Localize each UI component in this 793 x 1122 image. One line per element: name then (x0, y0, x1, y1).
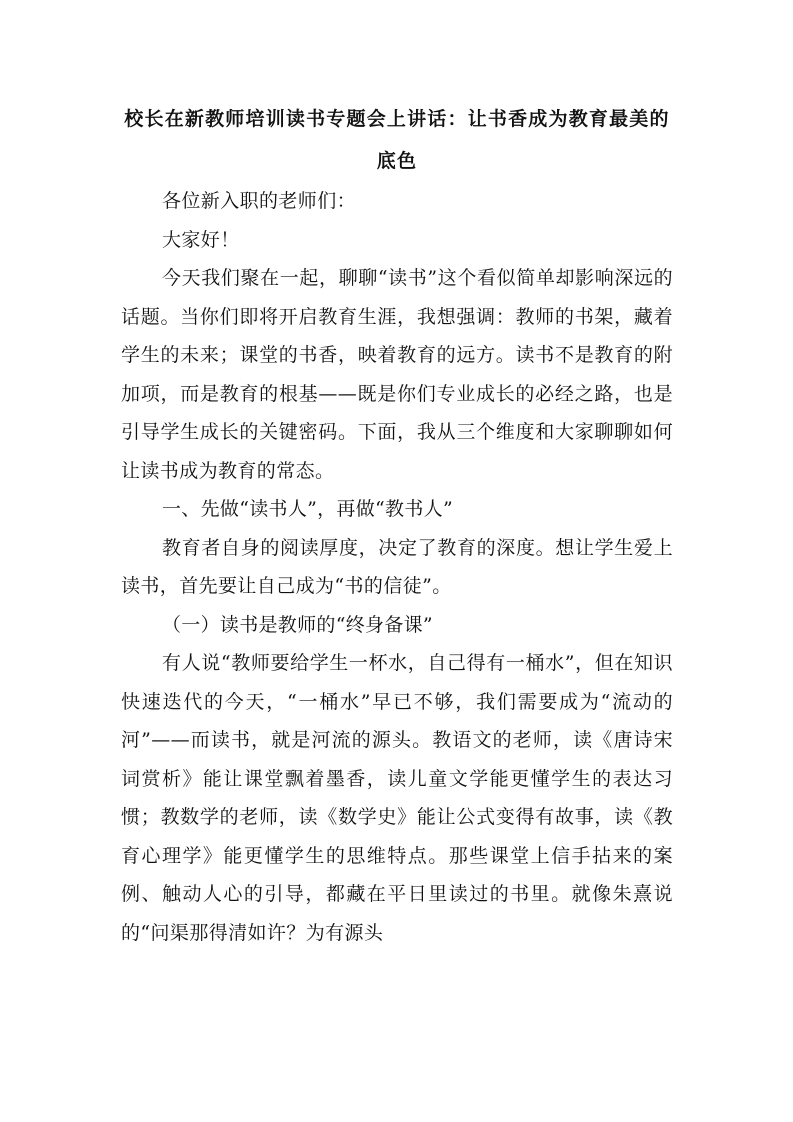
salutation: 各位新入职的老师们： (162, 190, 357, 212)
subsection-heading-1: （一）读书是教师的“终身备课” (162, 613, 433, 636)
greeting: 大家好！ (162, 228, 240, 251)
section-heading-1: 一、先做“读书人”，再做“教书人” (162, 498, 453, 520)
section-1-intro-paragraph: 教育者自身的阅读厚度，决定了教育的深度。想让学生爱上读书，首先要让自己成为“书的信徒”。 (121, 536, 673, 597)
intro-paragraph: 今天我们聚在一起，聊聊“读书”这个看似简单却影响深远的话题。当你们即将开启教育生涯，我想强调：教师的书架，藏着学生的未来；课堂的书香，映着教育的远方。读书不是教育的附加项，而是教育的根基——既是你们专业成长的必经之路，也是引导学生成长的关键密码。下面，我从三个维度和大家聊聊如何让读书成为教育的常态。 (121, 267, 673, 482)
subsection-1-body-paragraph: 有人说“教师要给学生一杯水，自己得有一桶水”，但在知识快速迭代的今天，“一桶水”早已不够，我们需要成为“流动的河”——而读书，就是河流的源头。教语文的老师，读《唐诗宋词赏析》能让课堂飘着墨香，读儿童文学能更懂学生的表达习惯；教数学的老师，读《数学史》能让公式变得有故事，读《教育心理学》能更懂学生的思维特点。那些课堂上信手拈来的案例、触动人心的引导，都藏在平日里读过的书里。就像朱熹说的“问渠那得清如许？为有源头 (121, 652, 673, 944)
document-body (121, 98, 673, 952)
document-title: 校长在新教师培训读书专题会上讲话：让书香成为教育最美的底色 (124, 108, 670, 172)
